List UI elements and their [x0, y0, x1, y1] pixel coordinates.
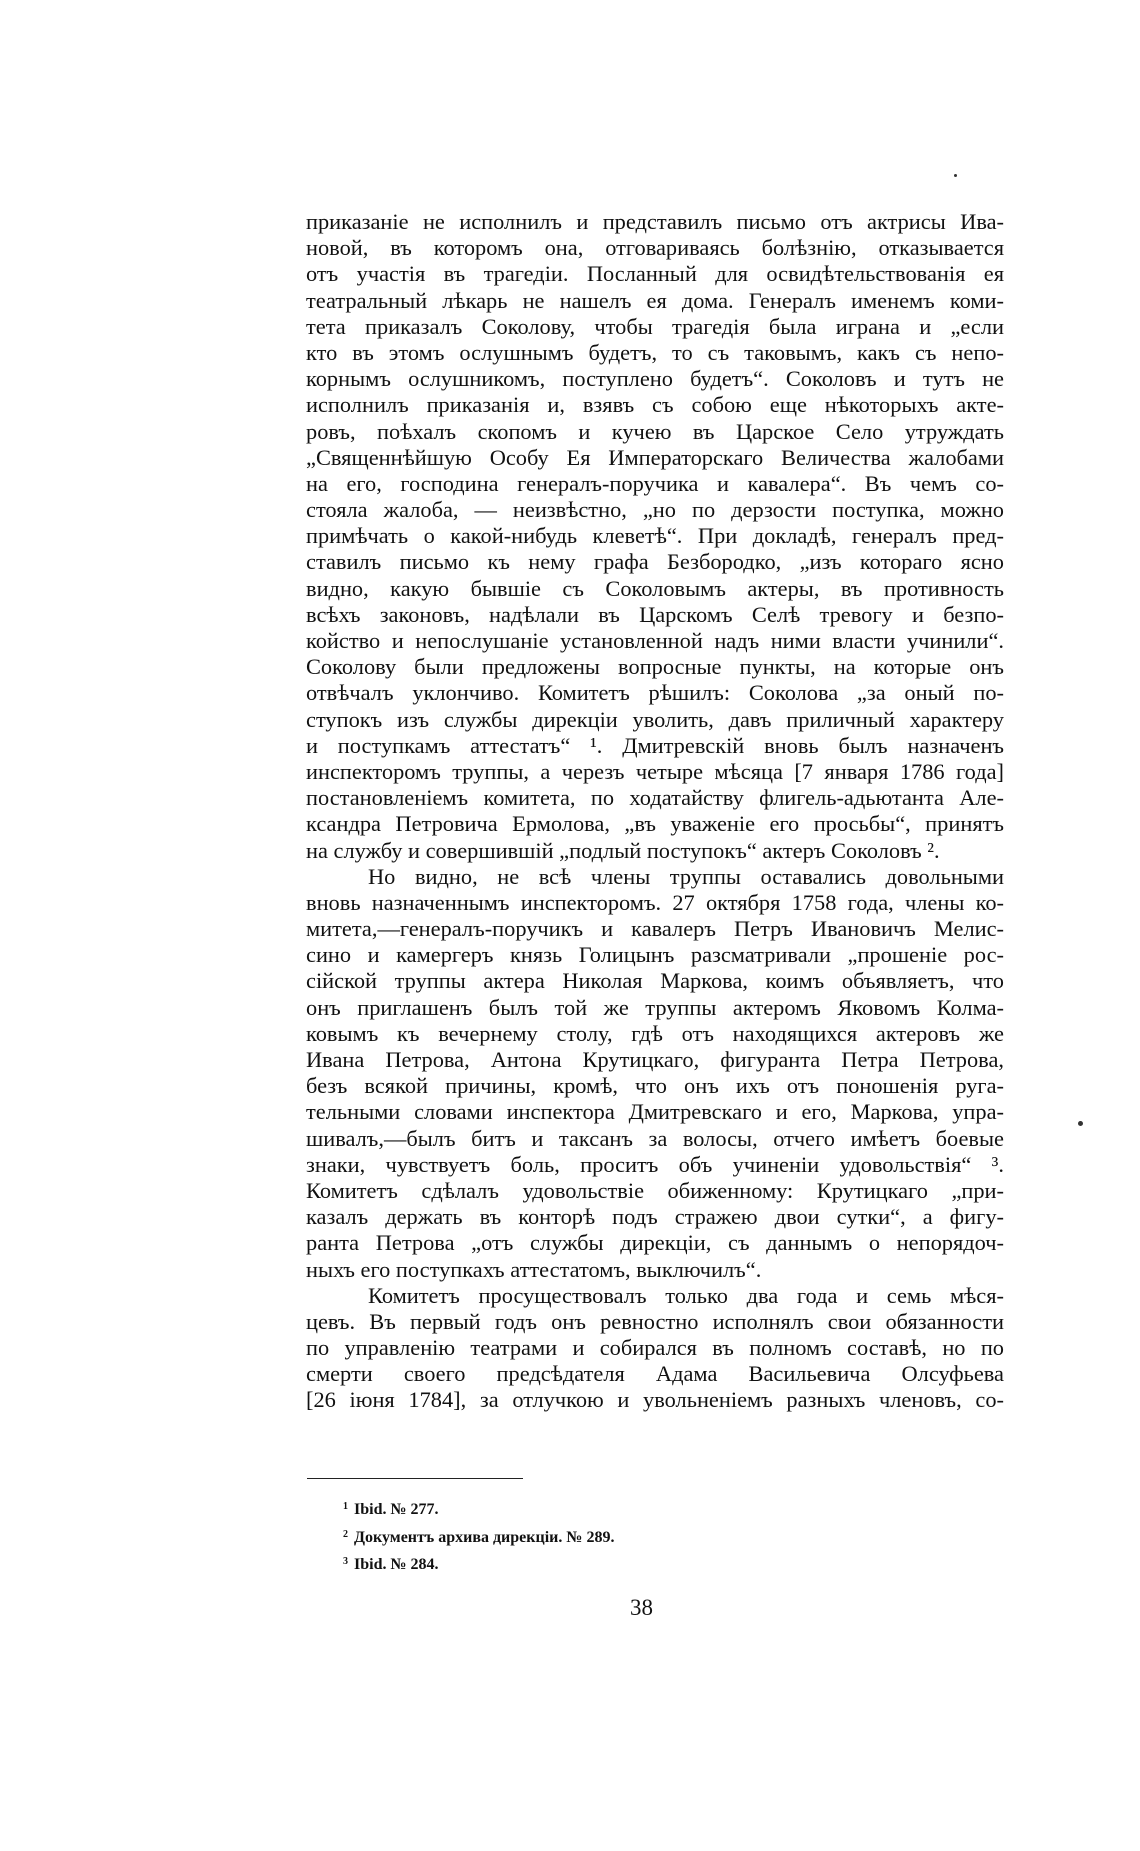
- text-line: „Священнѣйшую Особу Ея Императорскаго Величества жалобами: [306, 444, 1004, 470]
- text-line: кто въ этомъ ослушнымъ будетъ, то съ таковымъ, какъ съ непо-: [306, 339, 1004, 365]
- text-line: койство и непослушаніе установленной надъ ними власти учинили“.: [306, 628, 1004, 653]
- footnote-marker: 1: [343, 1501, 348, 1512]
- text-line: знаки, чувствуетъ боль, проситъ объ учиненіи удовольствія“ ³.: [306, 1151, 1004, 1177]
- text-line: сино и камергеръ князь Голицынъ разсматривали „прошеніе рос-: [306, 942, 1004, 968]
- scan-speck: [954, 174, 957, 177]
- text-line: новой, въ которомъ она, отговариваясь болѣзнію, отказывается: [306, 235, 1004, 261]
- text-line: видно, какую бывшіе съ Соколовымъ актеры, въ противность: [306, 575, 1004, 601]
- footnote: [343, 1523, 614, 1551]
- text-line: ковымъ къ вечернему столу, гдѣ отъ находящихся актеровъ же: [306, 1020, 1004, 1046]
- footnote-text: Документъ архива дирекціи. № 289.: [354, 1528, 615, 1546]
- footnote-marker: 3: [343, 1556, 348, 1567]
- text-line: на службу и совершившій „подлый поступокъ“ актеръ Соколовъ ².: [306, 837, 940, 863]
- text-line: Ивана Петрова, Антона Крутицкаго, фигуранта Петра Петрова,: [306, 1047, 1004, 1072]
- text-line: казалъ держать въ конторѣ подъ стражею двои сутки“, а фигу-: [306, 1204, 1004, 1230]
- text-line: и поступкамъ аттестатъ“ ¹. Дмитревскій вновь былъ назначенъ: [306, 732, 1004, 758]
- scan-speck: [1078, 1121, 1083, 1126]
- text-line: Соколову были предложены вопросные пункты, на которые онъ: [306, 654, 1004, 680]
- text-line: вновь назначеннымъ инспекторомъ. 27 октября 1758 года, члены ко-: [306, 889, 1004, 915]
- text-line: стояла жалоба, — неизвѣстно, „но по дерзости поступка, можно: [306, 497, 1004, 523]
- text-line: сійской труппы актера Николая Маркова, коимъ объявляетъ, что: [306, 968, 1004, 994]
- text-line: митета,—генералъ-поручикъ и кавалеръ Петръ Ивановичъ Мелис-: [306, 916, 1004, 942]
- text-line: примѣчать о какой-нибудь клеветѣ“. При докладѣ, генералъ пред-: [306, 523, 1004, 549]
- paragraph-start-line: Комитетъ просуществовалъ только два года и семь мѣся-: [368, 1282, 1004, 1308]
- text-line: приказаніе не исполнилъ и представилъ письмо отъ актрисы Ива-: [306, 209, 1004, 234]
- body-text: [306, 209, 1004, 1414]
- text-line: тета приказалъ Соколову, чтобы трагедія была играна и „если: [306, 313, 1004, 339]
- text-line: шивалъ,—былъ битъ и таксанъ за волосы, отчего имѣетъ боевые: [306, 1125, 1004, 1151]
- footnote: [343, 1550, 614, 1578]
- text-line: ныхъ его поступкахъ аттестатомъ, выключилъ“.: [306, 1256, 762, 1282]
- footnote-text: Ibid. № 284.: [354, 1556, 439, 1573]
- footnote: [343, 1495, 614, 1523]
- text-line: смерти своего предсѣдателя Адама Васильевича Олсуфьева: [306, 1361, 1004, 1387]
- text-line: онъ приглашенъ былъ той же труппы актеромъ Яковомъ Колма-: [306, 994, 1004, 1020]
- text-line: исполнилъ приказанія и, взявъ съ собою еще нѣкоторыхъ акте-: [306, 392, 1004, 418]
- footnote-text: Ibid. № 277.: [354, 1501, 439, 1518]
- page-number: 38: [630, 1595, 653, 1620]
- text-line: Комитетъ сдѣлалъ удовольствіе обиженному: Крутицкаго „при-: [306, 1177, 1004, 1203]
- paragraph-start-line: Но видно, не всѣ члены труппы оставались довольными: [368, 863, 1004, 889]
- text-line: на его, господина генералъ-поручика и кавалера“. Въ чемъ со-: [306, 470, 1004, 496]
- footnote-marker: 2: [343, 1528, 348, 1540]
- text-line: ксандра Петровича Ермолова, „въ уваженіе его просьбы“, принятъ: [306, 811, 1004, 837]
- text-line: ранта Петрова „отъ службы дирекціи, съ даннымъ о непорядоч-: [306, 1230, 1004, 1256]
- text-line: отъ участія въ трагедіи. Посланный для освидѣтельствованія ея: [306, 261, 1004, 287]
- text-line: инспекторомъ труппы, а черезъ четыре мѣсяца [7 января 1786 года]: [306, 758, 1004, 784]
- text-line: корнымъ ослушникомъ, поступлено будетъ“. Соколовъ и тутъ не: [306, 366, 1004, 392]
- text-line: ступокъ изъ службы дирекціи уволить, давъ приличный характеру: [306, 706, 1004, 732]
- text-line: ставилъ письмо къ нему графа Безбородко, „изъ котораго ясно: [306, 549, 1004, 575]
- text-line: отвѣчалъ уклончиво. Комитетъ рѣшилъ: Соколова „за оный по-: [306, 680, 1004, 706]
- text-line: цевъ. Въ первый годъ онъ ревностно исполнялъ свои обязанности: [306, 1308, 1004, 1334]
- text-line: по управленію театрами и собирался въ полномъ составѣ, но по: [306, 1335, 1004, 1361]
- footnotes: [343, 1495, 614, 1578]
- text-line: безъ всякой причины, кромѣ, что онъ ихъ отъ поношенія руга-: [306, 1073, 1004, 1099]
- text-line: ровъ, поѣхалъ скопомъ и кучею въ Царское Село утруждать: [306, 418, 1004, 444]
- text-line: всѣхъ законовъ, надѣлали въ Царскомъ Селѣ тревогу и безпо-: [306, 601, 1004, 627]
- text-line: театральный лѣкарь не нашелъ ея дома. Генералъ именемъ коми-: [306, 287, 1004, 313]
- text-line: постановленіемъ комитета, по ходатайству флигель-адьютанта Але-: [306, 785, 1004, 811]
- text-line: [26 іюня 1784], за отлучкою и увольненіемъ разныхъ членовъ, со-: [306, 1387, 1004, 1413]
- footnote-separator: [307, 1478, 523, 1479]
- text-line: тельными словами инспектора Дмитревскаго и его, Маркова, упра-: [306, 1099, 1004, 1125]
